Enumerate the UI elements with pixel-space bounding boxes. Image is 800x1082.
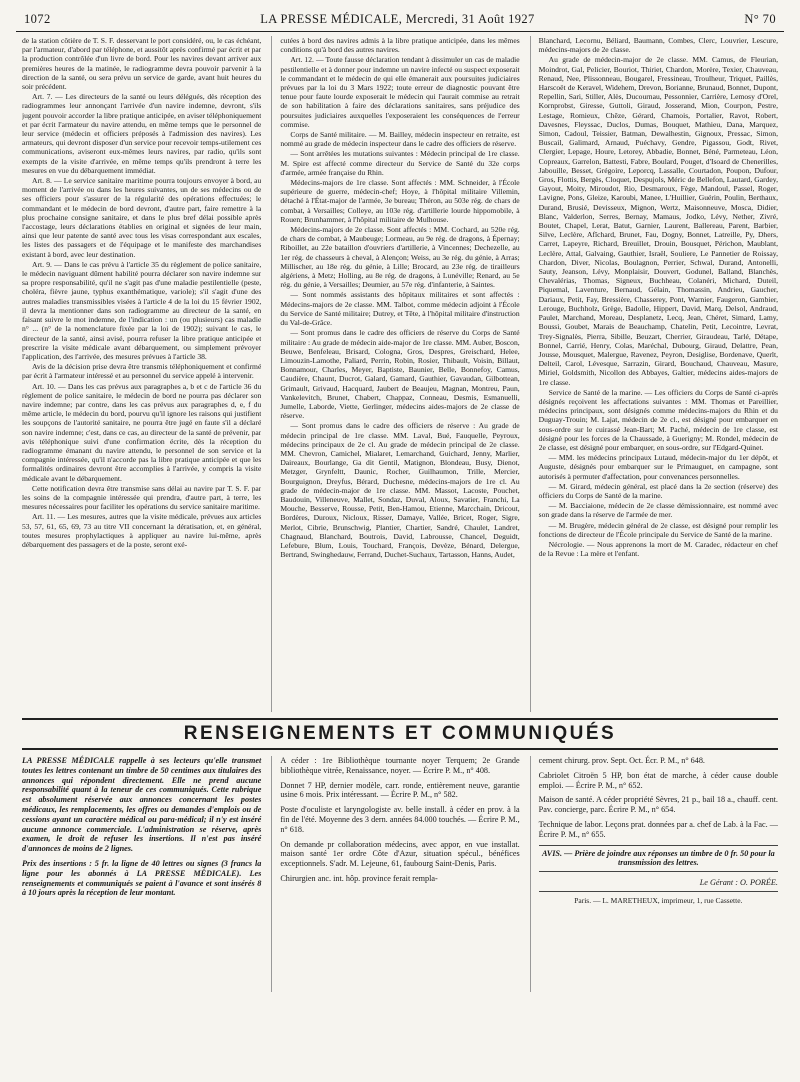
article-column-1 <box>22 36 261 712</box>
avis-notice: AVIS. — Prière de joindre aux réponses un timbre de 0 fr. 50 pour la transmission des lettres. <box>539 845 778 873</box>
classified-ad: On demande pr collaboration médecins, avec appor, en vue installat. maison santé 1er ordre Côte d'Azur, situation spécul., bénéfices exceptionnels. S'adr. M. Lejeune, 61, faubourg Saint-Denis, Paris. <box>280 839 520 869</box>
paragraph: — Sont promus dans le cadre des officiers de réserve du Corps de Santé militaire : Au grade de médecin aide-major de 1re classe. MM. Auber, Boscon, Beuwe, Benfeleau, Brisard, Cologna, Gros, Despres, Greischard, Helee, Limouzin-Lamothe, Paliard, Perrin, Robin, Rosier, Thibault, Voisin, Billaut, Bonnamour, Charles, Meyer, Baptiste, Baunier, Belle, Bonnefoy, Camus, Caudière, Chaunt, Ducrot, Galard, Gamard, Gauthier, Gavaudan, Gilbottean, Grimault, Grivaud, Hacquard, Jaubert de Beaujeu, Magnan, Montreu, Paun, Vankelevitch, Brunet, Chabert, Chappaz, Conneau, Desmis, Esmanuelli, Jumelle, Laborde, Viette, Gerlinger, médecins aides-majors de 2e classe de réserve. <box>280 328 520 421</box>
classified-ad: Technique de labor. Leçons prat. données par a. chef de Lab. à la Fac. — Écrire P. M., n° 655. <box>538 819 778 839</box>
classifieds-section <box>16 752 784 992</box>
classified-ad: Donnet 7 HP, dernier modèle, carr. ronde, entièrement neuve, garantie usine 6 mois. Prix intéressant. — Écrire P. M., n° 582. <box>280 780 520 800</box>
paragraph: Médecins-majors de 2e classe. Sont affectés : MM. Cochard, au 520e rég. de chars de combat, à Maubeuge; Lormeau, au 9e rég. de dragons, à Épernay; Riboillet, au 22e bataillon d'ouvriers d'artillerie, à Vincennes; Dechezelle, au 1er rég. de chasseurs à cheval, à Alençon; Weiss, au 3e rég. du génie, à Arras; Millischer, au 18e rég. du génie, à Lille; Brocard, au 23e rég. de tirailleurs algériens, à Metz; Holling, au 8e rég. de dragons, à Lunéville; Renard, au 5e rég. du génie, à Versailles; Deumier, au 57e rég. d'infanterie, à Saintes. <box>280 225 520 290</box>
paragraph: — M. Bacciaione, médecin de 2e classe démissionnaire, est nommé avec son grade dans la réserve de l'armée de mer. <box>538 501 778 520</box>
printer-imprint: Paris. — L. MARETHEUX, imprimeur, 1, rue Cassette. <box>574 895 743 905</box>
paragraph: — M. Brugère, médecin général de 2e classe, est désigné pour remplir les fonctions de directeur de l'École principale du Service de Santé de la marine. <box>538 520 778 539</box>
paragraph: de la station côtière de T. S. F. desservant le port considéré, ou, le cas échéant, par l'armateur, d'abord par téléphone, et aussitôt après confirmé par écrit et par la production contrôlée d'un livre de bord. Pour les navires devant arriver aux premières heures de la matinée, le radiogramme devra pouvoir parvenir à la direction de la santé, ou sera prévu un service de garde, avant huit heures du soir précédent. <box>22 36 262 92</box>
classifieds-intro: LA PRESSE MÉDICALE rappelle à ses lecteurs qu'elle transmet toutes les lettres contenant un timbre de 50 centimes aux titulaires des annonces qui répondent directement. Elle ne prend aucune responsabilité quant à la teneur de ces communiqués. Cette rubrique est absolument réservée aux annonces concernant les postes médicaux, les remplacements, les offres ou demandes d'emplois ou de cessions ayant un caractère médical ou para-médical; il n'y est inséré aucune annonce commerciale. L'administration se réserve, après examen, le droit de refuser les insertions. Il n'est pas inséré d'annonces de moins de 2 lignes. <box>22 756 262 854</box>
paragraph: — Sont nommés assistants des hôpitaux militaires et sont affectés : Médecins-majors de 2e classe. MM. Talbot, comme médecin adjoint à l'École du Service de Santé militaire; Dutrey, et Tête, à l'hôpital militaire d'instruction du Val-de-Grâce. <box>280 290 520 328</box>
paragraph: Cette notification devra être transmise sans délai au navire par T. S. F. par les soins de la compagnie intéressée qui prendra, d'autre part, à terre, les mesures nécessaires pour faciliter les opérations du service sanitaire maritime. <box>22 483 262 512</box>
paragraph: Au grade de médecin-major de 2e classe. MM. Camus, de Fleurian, Moindrot, Gal, Pelicier, Bouriot, Thiriet, Chardon, Morère, Texier, Chauveau, Renaud, Nee, Plissonneau, Bougarel, Fressineau, Troulheur, Triquet, Paillès, Harscoët de Keravel, Widehem, Drevon, Borianne, Brunaud, Bonnet, Dupont, Repellin, Sari, Stiller, Alès, Ducournau, Pessonnier, Carrière, Lemosy d'Orel, Kornprobst, Giresse, Guttoli, Giraud, Josserand, Mion, Courpon, Pestre, Lestage, Romieux, Chêze, Gérard, Chamois, Portalier, Ravot, Robert, Davesnes, Fleyssac, Duclos, Dumas, Bouquet, Mathieu, Dana, Marquez, Simon, Cadoul, Teissier, Batman, Dewalhestin, Gignoux, Pressac, Simon, Buscail, Galimard, Arnaud, Puéchavy, Gendre, Pigassou, Godt, Rivet, Clergier, Lepage, Houre, Letorey, Abbadie, Bonnet, Béné, Parmeteau, Léon, Copreaux, Garrelon, Battesti, Fabre, Boulard, Pouget, d'Isoard de Chenerilles, Jabouille, Besset, Grégoire, Leporcq, Lassalle, Courtadon, Poupon, Dufour, Gros, Flottis, Bergès, Cloquet, Despujols, Méric de Bellefon, Lautard, Gardey, Gayout, Moity, Miroudot, Rio, Desmaroux, Fège, Mandoul, Passel, Roger, Lavigne, Pons, Gleize, Karoubi, Manee, L'Huillier, Guérin, Poulin, Berthaux, Durand, Brusié, Devisseux, Mignon, Wertz, Maisonneuve, Mosca, Didier, Blanc, Valderlon, Serres, Bernay, Mamaus, Jodko, Lévy, Nether, Zivré, Boutet, Chapel, Lerat, Batut, Garnier, Laurent, Ballereau, Parent, Barbier, Silve, Leclère, Afîchard, Brunet, Fau, Dogny, Bonnet, Latreille, Py, Dhers, Carret, Lapeyre, Richard, Breuillet, Drouin, Bousquet, Périchon, Maublant, Leclère, Attal, Galvaing, Gauthier, Israël, Souliere, Le Pannetier de Roissay, Chardon, Diver, Nicolas, Boulagnon, Perrier, Schwal, Durand, Antonelli, Sauty, Jeanson, Lévy, Monplaisir, Douvert, Godunel, Balland, Blanchès, Chevalérias, Thomas, Signeux, Buchheau, Colanéri, Michard, Duteil, Piquemal, Laventure, Bernaud, Gélain, Thomassin, Andrieu, Gaucher, Dariaux, Petit, Fay, Bressière, Chasserey, Pont, Warnier, Faugeron, Gambier, Lerouge, Buchholz, Grège, Badolle, Hippert, David, Marq, Delsol, Andraud, Paulet, Marchand, Moreau, Desplanetz, Lecq, Jean, Chéret, Simard, Lamy, Boussi, Goubet, Marais de Beauchamp, Chatelin, Petit, Lecointre, Levrat, Trey-Signalès, Pierra, Sibille, Beuzart, Cherrier, Giraudeau, Tarlé, Détape, Bonnel, Carrié, Henry, Colas, Maréchal, Dubourg, Giraud, Delattre, Pean, Jousse, Mousquet, Malergue, Ravenez, Peyron, Desiglise, Bordenave, Querlt, Delteil, Carol, Lévesque, Sarrazin, Girard, Bouchaud, Chauveau, Masure, Miriel, Goldsmith, Nicollon des Abbayes, Galtier, médecins aides-majors de 1re classe. <box>538 55 778 387</box>
paragraph: — MM. les médecins principaux Lutaud, médecin-major du 1er dépôt, et Auguste, désignés pour embarquer sur le Primauguet, en campagne, sont autorisés à permuter d'affectation, pour convenances personnelles. <box>538 453 778 481</box>
issue-number: N° 70 <box>744 12 776 26</box>
paragraph: Blanchard, Lecornu, Béliard, Baumann, Combes, Clerc, Louvrier, Lescure, médecins-majors de 2e classe. <box>538 36 778 55</box>
section-heading-sante-marine: Service de Santé de la marine. — Les officiers du Corps de Santé ci-après désignés reçoivent les affectations suivantes : MM. Thomas et Pareillier, médecins principaux, sont désignés comme médecins-majors du Rhin et du Duguay-Trouin; M. Lajat, médecin de 2e cl., est désigné pour embarquer en sous-ordre sur le cuirassé Jean-Bart; M. Paché, médecin de 1re classe, est désigné pour les forces de la Chaussade, à Guerigny; M. Rondel, médecin de 2e classe, est désigné pour embarquer, en sous-ordre, sur l'Edgard-Quinet. <box>538 387 778 452</box>
paragraph: Art. 11. — Les mesures, autres que la visite médicale, prévues aux articles 53, 57, 61, 65, 69, 73 au titre VII concernant la dératisation, et, en général, toutes mesures prophylactiques à appliquer au navire lui-même, après débarquement des passagers et de la poste, seront exé- <box>22 512 262 549</box>
classified-ad: Maison de santé. A céder propriété Sèvres, 21 p., bail 18 a., chauff. cent. Pav. concierge, parc. Écrire P. M., n° 654. <box>538 795 778 815</box>
gerant-signature: Le Gérant : O. PORÉE. <box>539 878 778 892</box>
section-heading-corps-sante-militaire: Corps de Santé militaire. — M. Bailley, médecin inspecteur en retraite, est nommé au grade de médecin inspecteur dans le cadre des officiers de réserve. <box>280 130 520 149</box>
paragraph: — Sont arrêtées les mutations suivantes : Médecin principal de 1re classe. M. Spire est affecté comme directeur du Service de Santé du 32e corps d'armée, armée française du Rhin. <box>280 149 520 177</box>
paragraph: cutées à bord des navires admis à la libre pratique anticipée, dans les mêmes conditions qu'à bord des autres navires. <box>280 36 520 55</box>
paragraph: — Sont promus dans le cadre des officiers de réserve : Au grade de médecin principal de 1re classe. MM. Laval, Bué, Fauquelle, Peyroux, médecins principaux de 2e cl. Au grade de médecin principal de 2e classe. MM. Chevron, Camichel, Mialaret, Lemarchand, Guichard, Jenny, Marlier, Daireaux, Bourlange, Ga dit Gentil, Matignon, Blondeau, Busy, Dienot, Metzger, Grynfeltt, Daunic, Rocher, Guilhaumon, Trille, Mercier, Bourguignon, Dreyfus, Bérard, Duchesne, médecins-majors de 1re cl. Au grade de médecin-major de 1re classe. MM. Massot, Lacoste, Pouchet, Baudouin, Villeneuve, Mallet, Sondaz, Duval, Aloux, Savatier, Franchi, La Mouche, Besserve, Rousse, Petit, Ben-Hamou, Etienne, Marcchain, Dricout, Bordères, Duroux, Nicloux, Risser, Damaye, Vallée, Bricet, Roger, Sigre, Merlot, Cibrie, Brunschwig, Plantier, Chartier, Sandré, Chaulet, Landret, Chagnaud, Blanchard, Boutrois, David, Labrousse, Chancel, Deguidt, Lefebure, Blum, Louis, Touchard, François, Devèze, Bénard, Delergue, Bertrand, Swinghedauw, Ferrand, Duchet-Suchaux, Tartasson, Hanns, Audet, <box>280 421 520 560</box>
article-column-2 <box>271 36 519 712</box>
paragraph: — M. Girard, médecin général, est placé dans la 2e section (réserve) des officiers du Corps de Santé de la marine. <box>538 481 778 500</box>
paragraph: Médecins-majors de 1re classe. Sont affectés : MM. Schneider, à l'École supérieure de guerre, médecin-chef; Hoye, à l'hôpital militaire Villemin, détaché à l'État-major de l'armée, 3e bureau; Théron, au 503e rég. de chars de combat, à Versailles; Colleye, au 103e rég. d'artillerie lourde hippomobile, à Rouen; Brunhammer, à l'hôpital militaire de Mulhouse. <box>280 178 520 224</box>
paragraph: Art. 7. — Les directeurs de la santé ou leurs délégués, dès réception des radiogrammes leur annonçant l'arrivée d'un navire indemne, devront, s'ils jugent pouvoir accorder la libre pratique anticipée, en aviser téléphoniquement et par écrit l'armateur du navire attendu, en même temps que le personnel de leur service (médecin et officiers préposés à l'admission des navires). Les armateurs, qui devront disposer d'un service pour recevoir temps-utilement ces communications, aviseront eux-mêmes leurs navires, par radio, qu'ils sont exempts de la visite d'arrivée, en même temps qu'ils prendront à terre les mesures en vue du débarquement immédiat. <box>22 92 262 175</box>
classified-ad: A céder : 1re Bibliothèque tournante noyer Terquem; 2e Grande bibliothèque vitrée, Renaissance, noyer. — Écrire P. M., n° 408. <box>280 756 520 775</box>
journal-title: LA PRESSE MÉDICALE, Mercredi, 31 Août 1927 <box>260 12 535 26</box>
paragraph: Art. 9. — Dans le cas prévu à l'article 35 du règlement de police sanitaire, le médecin naviguant dûment habilité pourra déclarer son navire indemne sur sa propre responsabilité, qu'il ne s'agit pas d'une maladie pestilentielle (peste, choléra, fièvre jaune, typhus exanthématique, variole); s'il s'agit d'une des autres maladies transmissibles visées à l'article 4 de la loi du 15 février 1902, il devra la mentionner dans son radiogramme au directeur de la santé, en faisant suivre le mot indemne, de l'indication : un (ou plusieurs) cas maladie n° ... (n° de la nomenclature fixée par la loi de 1902); suivant le cas, le directeur de la santé, ainsi avisé, pourra refuser la libre pratique anticipée et prescrire la visite médicale avant débarquement, ou simplement prévoyer l'application, des l'arrivée, des mesures prévues à l'article 38. <box>22 259 262 361</box>
classified-ad: cement chirurg. prov. Sept. Oct. Écr. P. M., n° 648. <box>538 756 705 765</box>
classified-ad: Cabriolet Citroën 5 HP, bon état de marche, à céder cause double emploi. — Écrire P. M., n° 652. <box>538 770 778 790</box>
classifieds-column-3 <box>530 756 778 992</box>
paragraph: Art. 8. — Le service sanitaire maritime pourra toujours envoyer à bord, au moment de l'arrivée ou dans les heures suivantes, un de ses médecins ou de ses officiers pour s'assurer de la régularité des opérations effectuées; le commandant et le médecin de bord devront, d'autre part, faire remettre à la plus prochaine consigne sanitaire, et dans le plus bref délai possible après l'accostage, leurs déclarations établies en original et signées de leur main, ainsi que leur patente de santé avec tous les visas correspondant aux escales, les listes des passagers et de l'équipage et le manifeste des marchandises existant à bord, avec leur destination. <box>22 176 262 259</box>
running-header <box>16 12 784 32</box>
article-column-3 <box>530 36 778 712</box>
classifieds-column-1 <box>22 756 261 992</box>
classified-ad: Chirurgien anc. int. hôp. province ferait rempla- <box>280 873 438 883</box>
article-columns <box>16 32 784 712</box>
paragraph: Avis de la décision prise devra être transmis téléphoniquement et confirmé par écrit à l'armateur intéressé et au personnel du service appelé à intervenir. <box>22 362 262 381</box>
section-banner-title: RENSEIGNEMENTS ET COMMUNIQUÉS <box>22 718 778 750</box>
necrologie-paragraph: Nécrologie. — Nous apprenons la mort de M. Caradec, rédacteur en chef de la Revue : La mère et l'enfant. <box>538 539 778 559</box>
page-number: 1072 <box>24 12 51 26</box>
paragraph: Art. 10. — Dans les cas prévus aux paragraphes a, b et c de l'article 36 du règlement de police sanitaire, le médecin de bord ne pourra pas déclarer son navire indemne; par contre, dans les cas prévus aux paragraphes d, e, f du même article, le médecin du bord, pourvu qu'il ignore les raisons qui justifient les soupçons de l'autorité sanitaire, ne pourra être jugé en faute s'il a déclaré son navire indemne; c'est, dans ce cas, au directeur de la santé de prévenir, par avis téléphonique suivi d'une confirmation écrite, dès la réception du radiogramme émanant du navire attendu, le personnel de son service et la compagnie intéressée, qu'il n'accorde pas la libre pratique anticipée et que les formalités ordinaires devront être accomplies à l'arrivée, y compris la visite médicale avant le débarquement. <box>22 381 262 483</box>
classified-ad: Poste d'oculiste et laryngologiste av. belle install. à céder en prov. à la fin de l'été. Moyenne des 3 dern. années 84.000 touchés. — Écrire P. M., n° 618. <box>280 805 520 834</box>
paragraph: Art. 12. — Toute fausse déclaration tendant à dissimuler un cas de maladie pestilentielle et à donner pour indemne un navire infecté ou suspect exposerait le commandant et le médecin de qui elle émanerait aux poursuites judiciaires prévues par la loi du 3 Mars 1922; toute erreur de diagnostic pouvant être tenue pour faute lourde exposerait le médecin qui l'aurait commise au retrait de son habilitation à faire des déclarations sanitaires, sans préjudice des poursuites judiciaires auxquelles l'exposeraient les conséquences de l'erreur commise. <box>280 55 520 129</box>
classifieds-pricing: Prix des insertions : 5 fr. la ligne de 40 lettres ou signes (3 francs la ligne pour les abonnés à LA PRESSE MÉDICALE). Les renseignements et communiqués se paient à l'avance et sont insérés 8 à 10 jours après la réception de leur montant. <box>22 858 262 898</box>
classifieds-column-2 <box>271 756 519 992</box>
